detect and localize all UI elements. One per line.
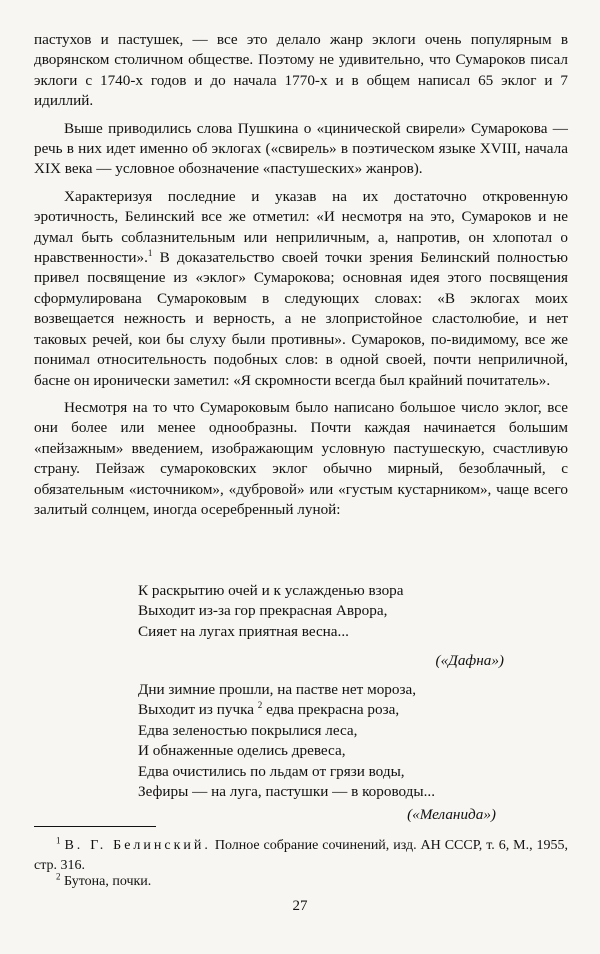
- footnote-mark-1: 1: [56, 835, 61, 846]
- footnote-1-text: Полное собрание сочинений, изд. АН СССР, т. 6, М., 1955, стр. 316.: [34, 838, 569, 874]
- poem-dafna: [138, 581, 518, 642]
- footnote-mark-2: 2: [56, 871, 61, 882]
- paragraph-1: пастухов и пастушек, — все это делало жанр эклоги очень популярным в дворянском столичном обществе. Поэтому не удивительно, что Сумароков писал эклоги с 1740-х годов и до начала 1770-х и в общем написал 65 эклог и 7 идиллий.: [34, 31, 568, 110]
- paragraph-3-text: Характеризуя последние и указав на их достаточно откровенную эротичность, Белинский все же отметил: «И несмотря на это, Сумароков и не думал быть соблазнительным или неприличным, а, напротив, он хлопотал о нравственности».: [34, 187, 568, 267]
- footnote-1: [34, 836, 568, 877]
- footnote-2-text: Бутона, почки.: [64, 874, 152, 889]
- footnote-2: [34, 872, 568, 892]
- poem-melanida: [138, 680, 518, 802]
- poem-line: Зефиры — на луга, пастушки — в короводы...: [138, 783, 436, 801]
- poem-line-part: едва прекрасна роза,: [266, 701, 400, 719]
- main-text: [34, 30, 568, 520]
- paragraph-4: Несмотря на то что Сумароковым было написано большое число эклог, все они более или менее однообразны. Почти каждая начинается большим «пейзажным» введением, изображающим условную пастушескую, счастливую страну. Пейзаж сумароковских эклог обычно мирный, безоблачный, с обязательным «источником», «дубровой» или «густым кустарником», чаще всего залитый солнцем, иногда осеребренный луной:: [34, 398, 568, 518]
- footnote-divider: [34, 826, 156, 827]
- poem-line: [138, 700, 518, 720]
- paragraph-3-cont: В доказательство своей точки зрения Белинский полностью привел посвящение из «эклог» Сумарокова; основная идея этого посвящения сформулирована Сумароковым в следующих словах: «В эклогах моих возвещается нежность и верность, а не злопристойное сластолюбие, и нет таковых речей, кои бы слуху были противны». Сумароков, по-видимому, все же понимал относительность подобных слов: в одной своей, почти неприличной, басне он иронически заметил: «Я скромности всегда был крайний почитатель».: [34, 249, 569, 389]
- poem-line: К раскрытию очей и к услажденью взора: [138, 582, 404, 599]
- poem-line: И обнаженные оделись древеса,: [138, 742, 346, 760]
- footnote-1-author: В. Г. Белинский.: [64, 838, 211, 853]
- footnote-ref-2: 2: [257, 700, 263, 711]
- poem-caption-melanida: («Меланида»): [407, 806, 496, 823]
- poem-line: Выходит из-за гор прекрасная Аврора,: [138, 602, 388, 620]
- poem-line-part: Выходит из пучка: [138, 701, 254, 719]
- paragraph-3: [34, 187, 568, 391]
- paragraph-2: Выше приводились слова Пушкина о «цинической свирели» Сумарокова — речь в них идет именно об эклогах («свирель» в поэтическом языке XVIII, начала XIX века — условное обозначение «пастушеских» жанров).: [34, 119, 568, 178]
- poem-line: Едва зеленостью покрылися леса,: [138, 721, 358, 739]
- poem-line: Сияет на лугах приятная весна...: [138, 622, 349, 640]
- footnote-ref-1: 1: [147, 248, 153, 258]
- poem-line: Едва очистились по льдам от грязи воды,: [138, 762, 405, 780]
- poem-line: Дни зимние прошли, на пастве нет мороза,: [138, 681, 417, 698]
- poem-caption-dafna: («Дафна»): [435, 652, 504, 669]
- page-number: 27: [292, 898, 308, 914]
